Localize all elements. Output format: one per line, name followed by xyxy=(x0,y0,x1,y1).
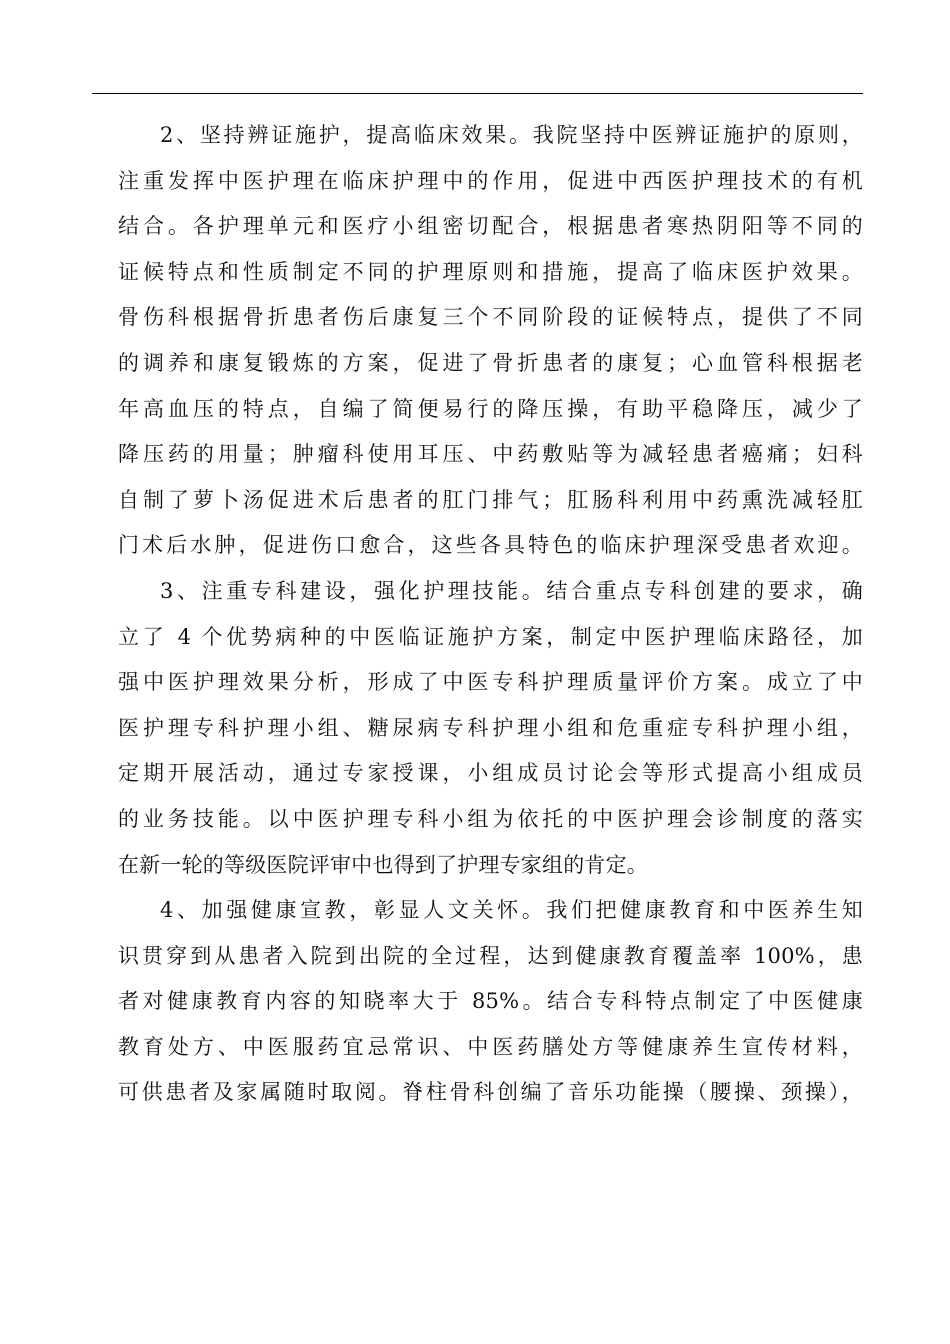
paragraph-2-line: 2、坚持辨证施护，提高临床效果。我院坚持中医辨证施护的原则， xyxy=(160,123,863,147)
paragraph-3-line: 3、注重专科建设，强化护理技能。结合重点专科创建的要求，确 xyxy=(160,578,863,603)
paragraph-4-line: 识贯穿到从患者入院到出院的全过程，达到健康教育覆盖率 100%，患 xyxy=(118,943,863,968)
paragraph-4-line: 者对健康教育内容的知晓率大于 85%。结合专科特点制定了中医健康 xyxy=(118,989,863,1014)
header-rule xyxy=(92,93,863,94)
paragraph-2-line: 门术后水肿，促进伤口愈合，这些各具特色的临床护理深受患者欢迎。 xyxy=(118,533,863,558)
paragraph-3-line: 的业务技能。以中医护理专科小组为依托的中医护理会诊制度的落实 xyxy=(118,806,863,831)
paragraph-4-line: 教育处方、中医服药宜忌常识、中医药膳处方等健康养生宣传材料， xyxy=(118,1034,863,1059)
paragraph-2-line: 结合。各护理单元和医疗小组密切配合，根据患者寒热阴阳等不同的 xyxy=(118,214,863,239)
body-text xyxy=(118,113,863,1116)
paragraph-2-line: 注重发挥中医护理在临床护理中的作用，促进中西医护理技术的有机 xyxy=(118,168,863,193)
paragraph-4-line: 4、加强健康宣教，彰显人文关怀。我们把健康教育和中医养生知 xyxy=(160,898,863,923)
paragraph-4-line: 可供患者及家属随时取阅。脊柱骨科创编了音乐功能操（腰操、颈操）， xyxy=(118,1080,863,1105)
paragraph-3-line: 在新一轮的等级医院评审中也得到了护理专家组的肯定。 xyxy=(118,852,648,877)
paragraph-3-line: 立了 4 个优势病种的中医临证施护方案，制定中医护理临床路径，加 xyxy=(118,624,863,649)
paragraph-2-line: 证候特点和性质制定不同的护理原则和措施，提高了临床医护效果。 xyxy=(118,259,863,284)
paragraph-3-line: 医护理专科护理小组、糖尿病专科护理小组和危重症专科护理小组， xyxy=(118,715,863,740)
paragraph-3-line: 强中医护理效果分析，形成了中医专科护理质量评价方案。成立了中 xyxy=(118,670,863,695)
paragraph-2-line: 的调养和康复锻炼的方案，促进了骨折患者的康复；心血管科根据老 xyxy=(118,350,863,375)
paragraph-2-line: 骨伤科根据骨折患者伤后康复三个不同阶段的证候特点，提供了不同 xyxy=(118,305,863,330)
paragraph-2-line: 年高血压的特点，自编了简便易行的降压操，有助平稳降压，减少了 xyxy=(118,396,863,421)
paragraph-3-line: 定期开展活动，通过专家授课，小组成员讨论会等形式提高小组成员 xyxy=(118,761,863,786)
paragraph-2-line: 自制了萝卜汤促进术后患者的肛门排气；肛肠科利用中药熏洗减轻肛 xyxy=(118,487,863,512)
paragraph-2-line: 降压药的用量；肿瘤科使用耳压、中药敷贴等为减轻患者癌痛；妇科 xyxy=(118,442,863,467)
